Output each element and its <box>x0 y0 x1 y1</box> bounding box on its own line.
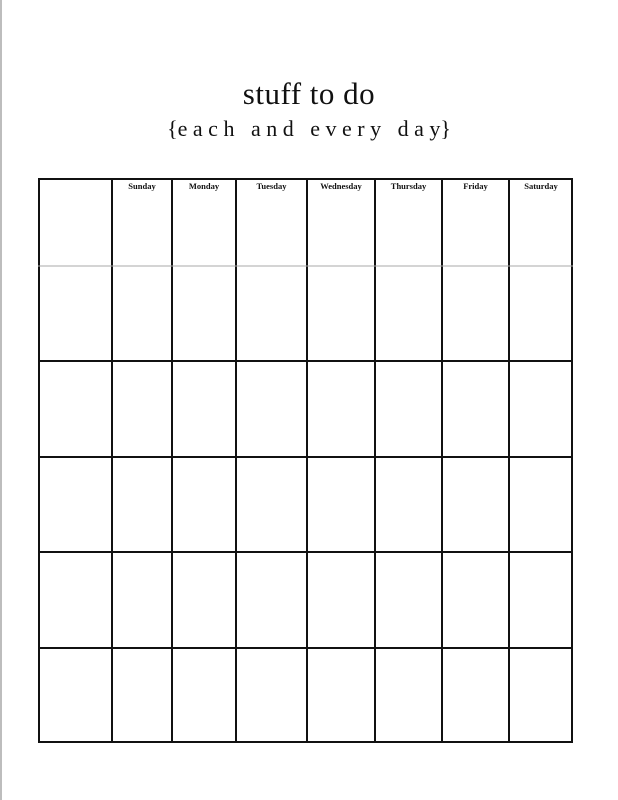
day-cell[interactable] <box>444 363 507 455</box>
day-cell[interactable] <box>377 554 440 646</box>
day-cell[interactable] <box>377 268 440 359</box>
day-cell[interactable] <box>309 554 373 646</box>
day-cell[interactable] <box>444 554 507 646</box>
task-label-cell[interactable] <box>40 363 110 455</box>
day-cell[interactable] <box>174 194 234 264</box>
day-header-friday: Friday <box>463 181 488 191</box>
day-cell[interactable] <box>238 268 305 359</box>
day-cell[interactable] <box>309 459 373 550</box>
task-label-cell[interactable] <box>40 554 110 646</box>
day-cell[interactable] <box>174 363 234 455</box>
page-title: stuff to do <box>242 76 376 111</box>
task-label-cell[interactable] <box>40 459 110 550</box>
day-header-sunday: Sunday <box>128 181 156 191</box>
day-cell[interactable] <box>309 363 373 455</box>
weekly-calendar-grid <box>38 178 573 743</box>
day-header-monday: Monday <box>188 181 220 191</box>
day-cell[interactable] <box>511 459 571 550</box>
day-cell[interactable] <box>114 554 170 646</box>
day-cell[interactable] <box>238 554 305 646</box>
task-label-cell[interactable] <box>40 194 110 264</box>
page-subtitle: {e a c h a n d e v e r y d a y} <box>167 116 451 141</box>
day-header-tuesday: Tuesday <box>256 181 287 191</box>
day-cell[interactable] <box>444 194 507 264</box>
day-cell[interactable] <box>114 459 170 550</box>
day-cell[interactable] <box>114 363 170 455</box>
day-cell[interactable] <box>174 650 234 741</box>
day-cell[interactable] <box>377 194 440 264</box>
day-cell[interactable] <box>174 459 234 550</box>
day-cell[interactable] <box>174 554 234 646</box>
day-cell[interactable] <box>114 268 170 359</box>
day-cell[interactable] <box>174 268 234 359</box>
day-cell[interactable] <box>309 650 373 741</box>
day-cell[interactable] <box>444 459 507 550</box>
day-cell[interactable] <box>511 268 571 359</box>
day-header-saturday: Saturday <box>524 181 558 191</box>
day-cell[interactable] <box>238 363 305 455</box>
day-cell[interactable] <box>377 650 440 741</box>
day-cell[interactable] <box>309 268 373 359</box>
day-cell[interactable] <box>444 268 507 359</box>
day-cell[interactable] <box>511 650 571 741</box>
day-cell[interactable] <box>377 363 440 455</box>
calendar-svg <box>38 178 573 743</box>
day-cell[interactable] <box>114 194 170 264</box>
day-cell[interactable] <box>511 363 571 455</box>
day-cell[interactable] <box>511 554 571 646</box>
task-label-cell[interactable] <box>40 268 110 359</box>
day-cell[interactable] <box>238 194 305 264</box>
task-label-cell[interactable] <box>40 650 110 741</box>
day-cell[interactable] <box>309 194 373 264</box>
day-cell[interactable] <box>444 650 507 741</box>
day-header-thursday: Thursday <box>390 181 427 191</box>
day-cell[interactable] <box>377 459 440 550</box>
day-cell[interactable] <box>511 194 571 264</box>
day-cell[interactable] <box>114 650 170 741</box>
day-cell[interactable] <box>238 459 305 550</box>
day-cell[interactable] <box>238 650 305 741</box>
day-header-wednesday: Wednesday <box>320 181 362 191</box>
